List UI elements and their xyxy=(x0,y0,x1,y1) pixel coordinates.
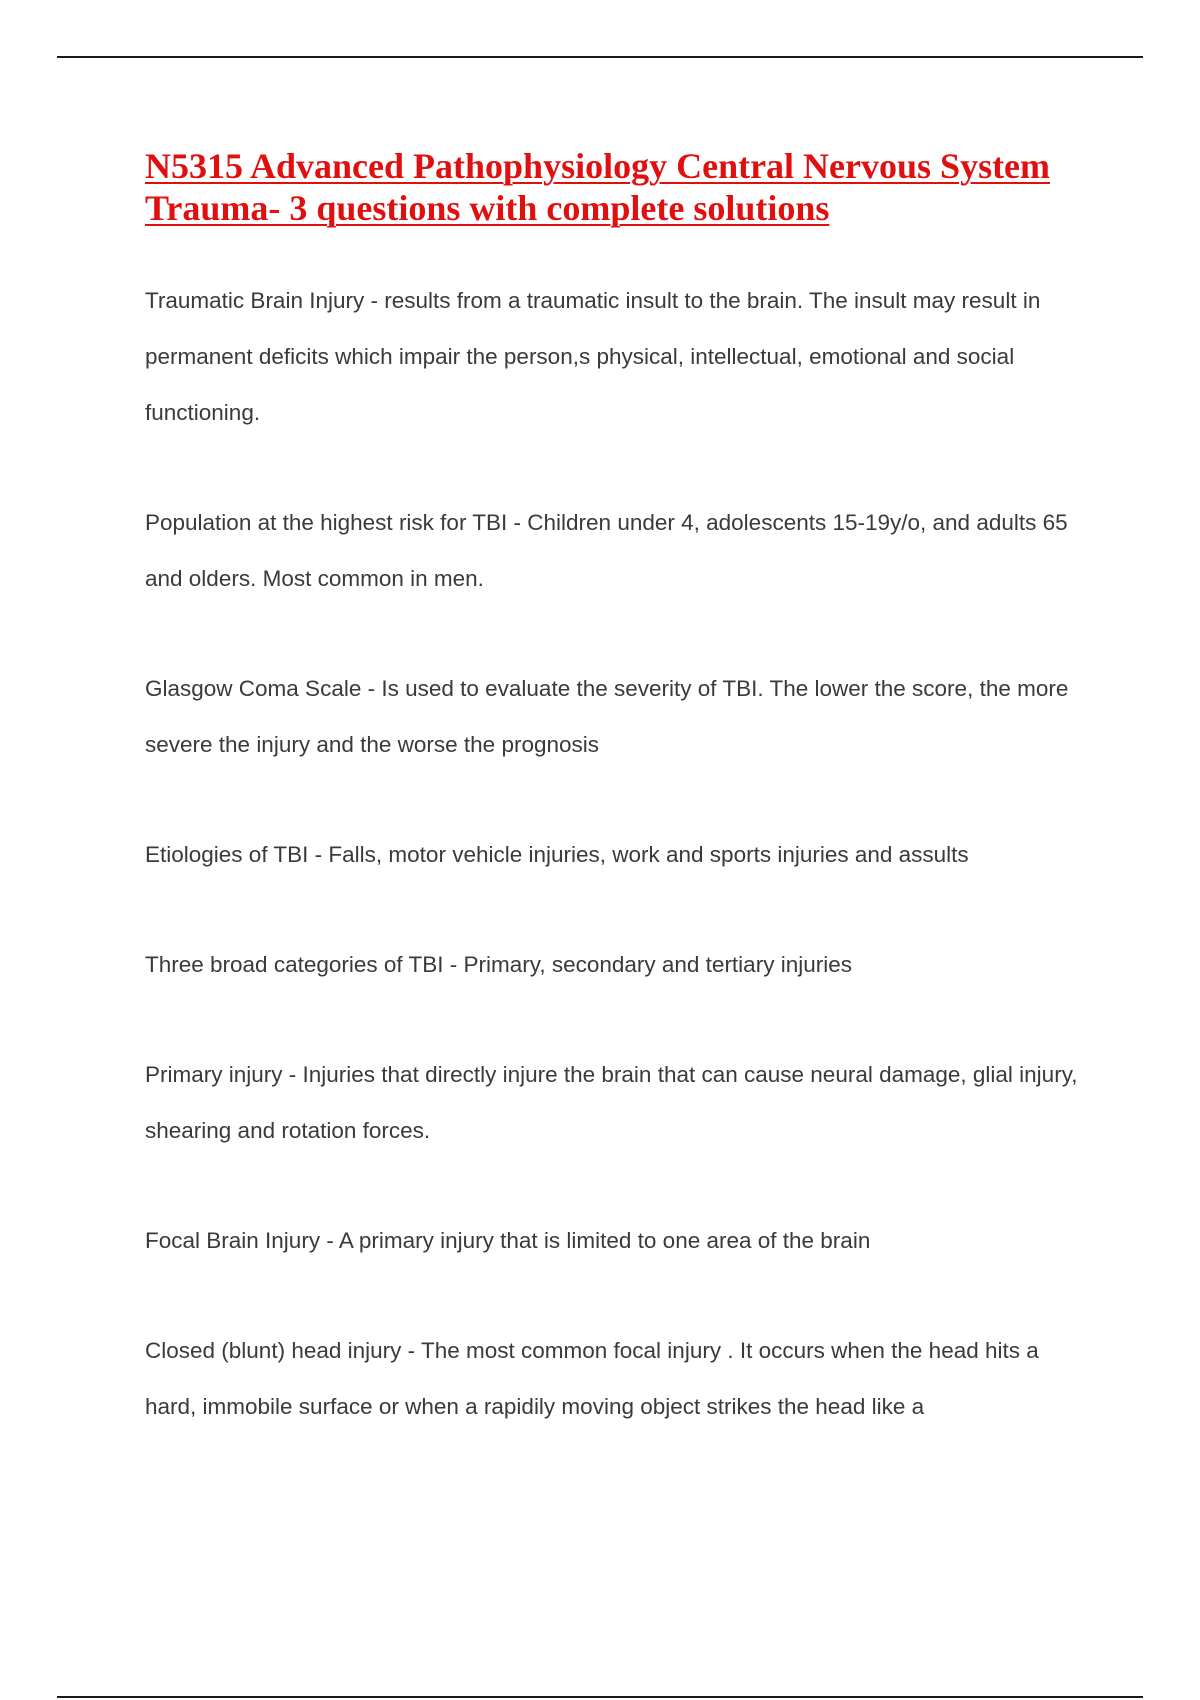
entry-etiologies-of-tbi: Etiologies of TBI - Falls, motor vehicle injuries, work and sports injuries and assults xyxy=(145,842,969,867)
entry-focal-brain-injury: Focal Brain Injury - A primary injury that is limited to one area of the brain xyxy=(145,1228,871,1253)
top-rule xyxy=(57,56,1143,58)
document-title: N5315 Advanced Pathophysiology Central Nervous System Trauma- 3 questions with complete solutions xyxy=(145,146,1051,228)
entry-population-highest-risk: Population at the highest risk for TBI - Children under 4, adolescents 15-19y/o, and adults 65 and olders. Most common in men. xyxy=(145,510,1068,591)
bottom-rule xyxy=(57,1696,1143,1698)
entries-list xyxy=(145,273,1095,1489)
entry-three-categories-of-tbi: Three broad categories of TBI - Primary, secondary and tertiary injuries xyxy=(145,952,852,977)
entry-traumatic-brain-injury: Traumatic Brain Injury - results from a traumatic insult to the brain. The insult may result in permanent deficits which impair the person,s physical, intellectual, emotional and social functioning. xyxy=(145,288,1041,425)
entry-closed-head-injury: Closed (blunt) head injury - The most common focal injury . It occurs when the head hits a hard, immobile surface or when a rapidily moving object strikes the head like a xyxy=(145,1338,1039,1419)
entry-glasgow-coma-scale: Glasgow Coma Scale - Is used to evaluate the severity of TBI. The lower the score, the more severe the injury and the worse the prognosis xyxy=(145,676,1069,757)
entry-primary-injury: Primary injury - Injuries that directly injure the brain that can cause neural damage, glial injury, shearing and rotation forces. xyxy=(145,1062,1078,1143)
